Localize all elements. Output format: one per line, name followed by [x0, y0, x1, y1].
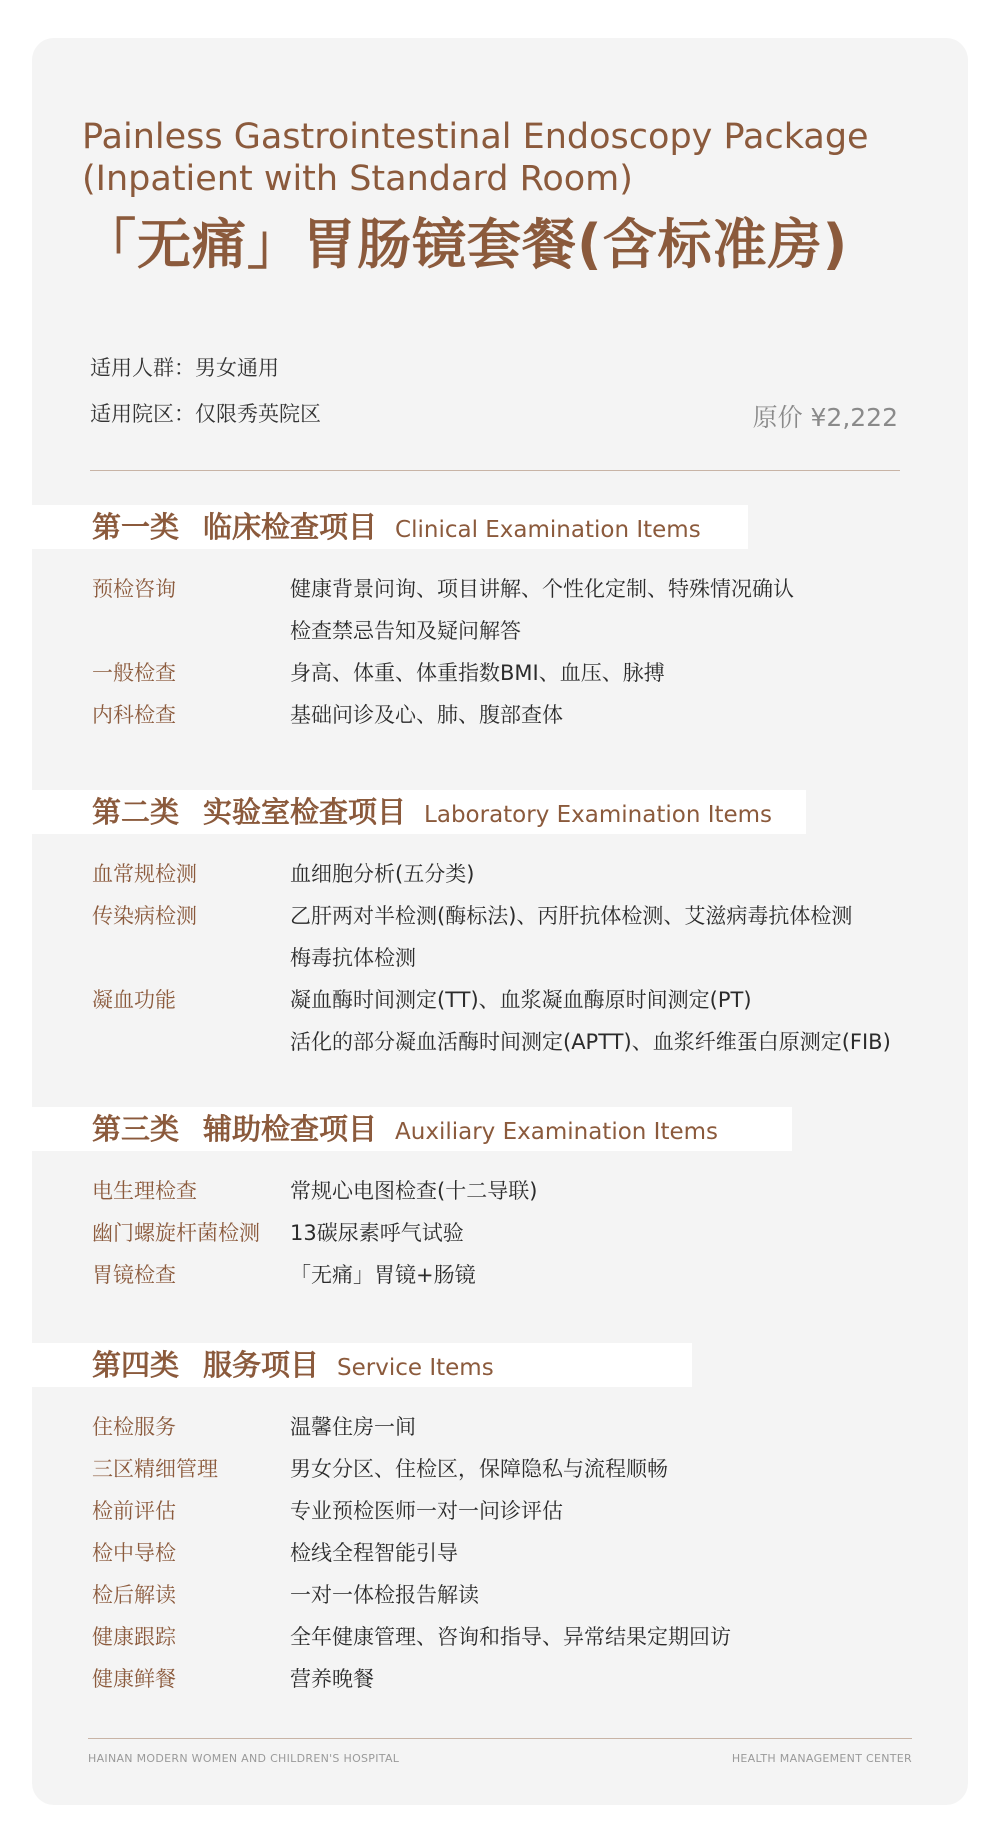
section-1-name-en: Clinical Examination Items [395, 517, 701, 543]
section-4-name-en: Service Items [337, 1355, 494, 1381]
item-detail [290, 694, 970, 736]
section-3-title [92, 1107, 718, 1156]
section-4-category: 第四类 [92, 1348, 180, 1382]
item-detail-line: 健康背景问询、项目讲解、个性化定制、特殊情况确认 [290, 577, 794, 601]
item-detail [290, 1170, 970, 1212]
section-2-name-en: Laboratory Examination Items [424, 802, 773, 828]
package-title-en-line2: (Inpatient with Standard Room) [82, 159, 633, 199]
footer-center-name: HEALTH MANAGEMENT CENTER [731, 1752, 912, 1765]
item-detail [290, 652, 970, 694]
item-label: 健康鲜餐 [92, 1667, 176, 1691]
item-detail-line: 13碳尿素呼气试验 [290, 1221, 464, 1245]
item-label: 住检服务 [92, 1415, 176, 1439]
item-label: 传染病检测 [92, 904, 197, 928]
section-1-category: 第一类 [92, 510, 180, 544]
original-price: 原价 ¥2,222 [752, 403, 898, 432]
section-2-name: 实验室检查项目 [203, 795, 407, 829]
item-detail [290, 1406, 970, 1448]
item-detail [290, 979, 970, 1063]
item-detail-line: 一对一体检报告解读 [290, 1583, 479, 1607]
item-detail-line: 身高、体重、体重指数BMI、血压、脉搏 [290, 661, 665, 685]
item-label: 电生理检查 [92, 1179, 197, 1203]
audience-info: 适用人群：男女通用 [90, 356, 279, 380]
header-divider [90, 470, 900, 471]
item-detail [290, 1616, 970, 1658]
item-label: 内科检查 [92, 703, 176, 727]
item-label: 健康跟踪 [92, 1625, 176, 1649]
item-detail-line: 基础问诊及心、肺、腹部查体 [290, 703, 563, 727]
item-label: 预检咨询 [92, 577, 176, 601]
section-3-name: 辅助检查项目 [203, 1112, 378, 1146]
item-detail-line: 凝血酶时间测定(TT)、血浆凝血酶原时间测定(PT) [290, 988, 752, 1012]
item-detail-line: 常规心电图检查(十二导联) [290, 1179, 538, 1203]
item-detail [290, 568, 970, 652]
section-4-name: 服务项目 [203, 1348, 320, 1382]
package-title-en-line1: Painless Gastrointestinal Endoscopy Package [82, 117, 869, 157]
package-title-cn: 「无痛」胃肠镜套餐(含标准房) [82, 213, 849, 276]
section-4-title [92, 1343, 494, 1392]
section-3-category: 第三类 [92, 1112, 180, 1146]
item-label: 检后解读 [92, 1583, 176, 1607]
item-label: 一般检查 [92, 661, 176, 685]
item-label: 幽门螺旋杆菌检测 [92, 1221, 260, 1245]
item-detail [290, 1490, 970, 1532]
item-detail-line: 「无痛」胃镜+肠镜 [290, 1263, 476, 1287]
item-label: 血常规检测 [92, 862, 197, 886]
item-detail [290, 1448, 970, 1490]
section-2-title [92, 790, 772, 839]
item-detail [290, 1574, 970, 1616]
footer-divider [88, 1738, 912, 1739]
item-detail [290, 1212, 970, 1254]
item-detail-line: 温馨住房一间 [290, 1415, 416, 1439]
item-detail [290, 1658, 970, 1700]
section-1-name: 临床检查项目 [203, 510, 378, 544]
item-label: 凝血功能 [92, 988, 176, 1012]
item-label: 检前评估 [92, 1499, 176, 1523]
item-detail [290, 1532, 970, 1574]
item-label: 三区精细管理 [92, 1457, 218, 1481]
footer-hospital-name: HAINAN MODERN WOMEN AND CHILDREN'S HOSPITAL [88, 1752, 400, 1765]
item-detail-line: 检查禁忌告知及疑问解答 [290, 619, 521, 643]
item-detail-line: 专业预检医师一对一问诊评估 [290, 1499, 563, 1523]
item-detail-line: 血细胞分析(五分类) [290, 862, 475, 886]
item-detail-line: 活化的部分凝血活酶时间测定(APTT)、血浆纤维蛋白原测定(FIB) [290, 1030, 891, 1054]
item-detail-line: 全年健康管理、咨询和指导、异常结果定期回访 [290, 1625, 731, 1649]
item-label: 胃镜检查 [92, 1263, 176, 1287]
item-detail [290, 853, 970, 895]
item-detail [290, 895, 970, 979]
section-3-name-en: Auxiliary Examination Items [395, 1119, 719, 1145]
section-2-category: 第二类 [92, 795, 180, 829]
item-detail-line: 检线全程智能引导 [290, 1541, 458, 1565]
section-1-title [92, 505, 701, 554]
item-detail-line: 男女分区、住检区，保障隐私与流程顺畅 [290, 1457, 668, 1481]
item-detail-line: 营养晚餐 [290, 1667, 374, 1691]
item-detail-line: 乙肝两对半检测(酶标法)、丙肝抗体检测、艾滋病毒抗体检测 [290, 904, 853, 928]
item-label: 检中导检 [92, 1541, 176, 1565]
campus-info: 适用院区：仅限秀英院区 [90, 402, 321, 426]
item-detail-line: 梅毒抗体检测 [290, 946, 416, 970]
package-title-en [82, 116, 942, 200]
item-detail [290, 1254, 970, 1296]
